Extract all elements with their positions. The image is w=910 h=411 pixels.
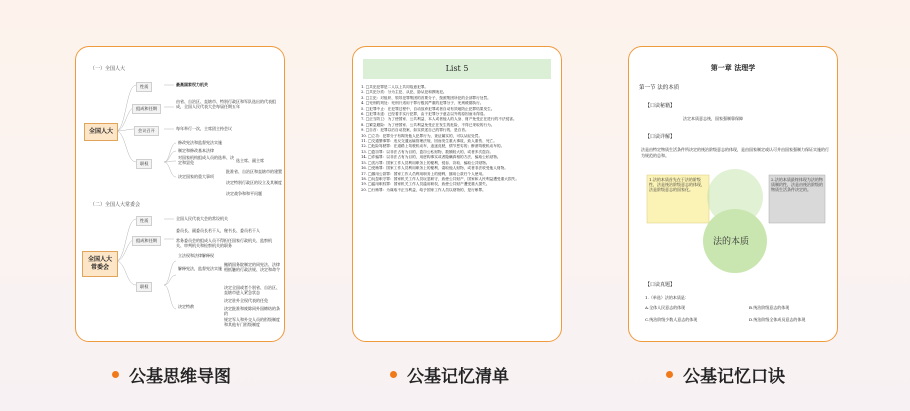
bullet-dot-icon xyxy=(112,371,119,378)
mindmap-leaf: 批准省、自治区和直辖市的建置 xyxy=(226,169,282,174)
list-title: List 5 xyxy=(363,59,551,79)
mindmap-leaf: 制定和修改基本法律 xyxy=(178,148,214,153)
mindmap-leaf: 由省、自治区、直辖市、特别行政区和军队选出的代表组成，全国人民代表大会每届任期五年 xyxy=(176,99,276,110)
memory-list-item-text: 7. □正当防卫：为了使国家、公共利益、本人或者他人的人身、财产免受正在进行的不法侵害。 xyxy=(361,117,517,122)
mindmap-branch: 性质 xyxy=(136,216,152,226)
memory-list-item-text: 16. □受贿罪：国家工作人员利用职务上的便利，索取他人财物，或者非法收受他人财物。 xyxy=(361,166,508,171)
caption-memory-list[interactable] xyxy=(390,362,509,387)
venn-left-text: 1.法的本质首先在于法的阶级性，法是统治阶级意志的体现，法是阶级意志的国家化。 xyxy=(649,177,705,193)
memory-list-item-text: 6. □犯罪未遂：已经着手实行犯罪，由于犯罪分子意志以外的原因而未得逞。 xyxy=(361,112,488,117)
memory-list-item-text: 4. □死刑的判处：死刑只适用于罪行极其严重的犯罪分子，死刑缓期执行。 xyxy=(361,101,484,106)
mindmap-leaf: 决定国家的重大事项 xyxy=(178,174,214,179)
bullet-dot-icon xyxy=(390,371,397,378)
mindmap-leaf: 委员长、副委员长若干人，秘书长、委员若干人 xyxy=(176,228,260,233)
memory-list-item-text: 10. □立功：犯罪分子有揭发他人犯罪行为，查证属实的，可以从轻处罚。 xyxy=(361,133,483,138)
memory-list-item-text: 13. □盗窃罪：以非法占有为目的，盗窃公私财物，数额较大的，或者多次盗窃。 xyxy=(361,149,494,154)
mindmap-leaf: 决定全国或者个别省、自治区、直辖市进入紧急状态 xyxy=(224,285,280,296)
mindmap-leaf: 全国人民代表大会的常设机关 xyxy=(176,216,228,221)
mnemonic-text: 法定本质意志统，国家强制靠保障 xyxy=(683,116,743,121)
venn-right-text: 2.法的本质最终体现为法的物质制约性，法是由统治阶级的物质生活条件决定的。 xyxy=(771,177,823,193)
option-c: C.统治阶级少数人意志的体现 xyxy=(645,317,698,322)
mindmap-leaf: 规定军人和外交人员的衔级制度和其他专门衔级制度 xyxy=(224,317,280,328)
bullet-dot-icon xyxy=(666,371,673,378)
mindmap-branch: 组成和任期 xyxy=(132,236,161,246)
mindmap-leaf: 决定批准和废除同外国缔结的条约 xyxy=(224,306,280,317)
section-title: 第一节 法的本质 xyxy=(639,85,680,91)
memory-list-item-text: 1. □共犯犯罪是二人以上共同故意犯罪。 xyxy=(361,85,429,89)
mindmap-leaf: 修改宪法和监督宪法实施 xyxy=(178,140,222,145)
mindmap-leaf: 撤销国务院制定的同宪法、法律相抵触的行政法规、决定和命令 xyxy=(224,262,280,273)
mindmap-branch: 职权 xyxy=(136,159,152,169)
memory-list-item-text: 3. □主犯：对组织、领导犯罪集团的首要分子，按照集团所犯的全部罪行处罚。 xyxy=(361,95,491,100)
caption-mindmap[interactable] xyxy=(112,362,231,387)
mindmap-section-title: （一）全国人大 xyxy=(90,66,126,72)
memory-list-item-text: 12. □危险驾驶罪：在道路上驾驶机动车，追逐竞驶，情节恶劣的；醉酒驾驶机动车的。 xyxy=(361,144,505,149)
caption-label: 公基记忆清单 xyxy=(407,367,509,387)
memory-list-card[interactable] xyxy=(352,46,562,342)
memory-list-item-text: 8. □紧急避险：为了使国家、公共利益免受正在发生的危险，不得已采取的行为。 xyxy=(361,122,495,127)
mindmap-branch: 性质 xyxy=(136,82,152,92)
exam-tag: 【口诀真题】 xyxy=(645,282,676,288)
mindmap-leaf: 每年举行一次，主席团主持会议 xyxy=(176,126,232,131)
mindmap-leaf: 选主席、副主席 xyxy=(236,158,264,163)
memory-list-item xyxy=(361,188,555,193)
caption-label: 公基记忆口诀 xyxy=(683,367,785,387)
mindmap-leaf: 解释宪法，监督宪法实施 xyxy=(178,266,222,271)
venn-center-label: 法的本质 xyxy=(713,237,750,247)
mnemonic-card[interactable] xyxy=(628,46,838,342)
memory-list xyxy=(361,85,555,193)
memory-list-item-text: 18. □玩忽职守罪：国家机关工作人员玩忽职守，致使公共财产、国家和人民利益遭受重大损失。 xyxy=(361,176,520,181)
caption-mnemonic[interactable] xyxy=(666,362,785,387)
mindmap-branch: 组成和任期 xyxy=(132,104,161,114)
option-d: D.统治阶级全体成员意志的体现 xyxy=(749,317,806,322)
memory-list-item-text: 19. □滥用职权罪：国家机关工作人员滥用职权，致使公共财产遭受重大损失。 xyxy=(361,182,490,187)
mnemonic-tag: 【口诀秘籍】 xyxy=(645,103,676,109)
memory-list-item-text: 11. □交通肇事罪：违反交通运输管理法规，因而发生重大事故，致人重伤、死亡。 xyxy=(361,139,497,144)
memory-list-item-text: 9. □自首：犯罪以后自动投案，如实供述自己的罪行的，是自首。 xyxy=(361,128,469,133)
option-a: A.全体人民意志的体现 xyxy=(645,305,686,310)
memory-list-item-text: 5. □犯罪中止：在犯罪过程中，自动放弃犯罪或者自动有效地防止犯罪结果发生。 xyxy=(361,106,495,111)
mindmap-leaf: 决定驻外全权代表的任免 xyxy=(224,298,268,303)
chapter-title: 第一章 法理学 xyxy=(710,63,756,72)
memory-list-item-text: 15. □贪污罪：国家工作人员利用职务上的便利，侵吞、窃取、骗取公共财物。 xyxy=(361,160,490,165)
memory-list-item-text: 20. □行贿罪：为谋取不正当利益，给予国家工作人员以财物的，是行贿罪。 xyxy=(361,187,486,192)
mindmap-leaf: 决定特别行政区的设立及其制度 xyxy=(226,180,282,185)
mindmap-leaf: 常务委员会的组成人员不得担任国家行政机关、监察机关、审判机关和检察机关的职务 xyxy=(176,238,272,249)
mindmap-leaf: 立法权和法律解释权 xyxy=(178,253,214,258)
mindmap-leaf: 决定战争和和平问题 xyxy=(226,191,262,196)
memory-list-item-text: 17. □挪用公款罪：国家工作人员利用职务上的便利，挪用公款归个人使用。 xyxy=(361,171,486,176)
mindmap-leaf: 最高国家权力机关 xyxy=(176,82,208,87)
question-text: 1.（单选）法的本质是： xyxy=(645,295,689,300)
explain-tag: 【口诀详解】 xyxy=(645,134,676,140)
mindmap-branch: 会议召开 xyxy=(134,126,159,136)
mindmap-card[interactable] xyxy=(75,46,285,342)
mindmap-branch: 职权 xyxy=(136,282,152,292)
memory-list-item-text: 2. □共犯分类：分为主犯、从犯、胁从犯和教唆犯。 xyxy=(361,90,447,95)
mindmap-root-node: 全国人大 xyxy=(84,123,118,141)
mindmap-root-node: 全国人大常委会 xyxy=(82,251,118,277)
memory-list-item-text: 14. □诈骗罪：以非法占有为目的，用虚构事实或者隐瞒真相的方法，骗取公私财物。 xyxy=(361,155,501,160)
explain-text: 法是由特定物质生活条件所决定的统治阶级意志的体现，是由国家制定或认可并由国家强制力保证实施的行为规范的总和。 xyxy=(641,147,829,158)
mindmap-section-title: （二）全国人大常委会 xyxy=(90,202,141,208)
caption-label: 公基思维导图 xyxy=(129,367,231,387)
mindmap-leaf: 对国家机构组成人员的选举、决定和罢免 xyxy=(178,155,234,166)
mindmap-leaf: 决定特赦 xyxy=(178,304,194,309)
option-b: B.统治阶级意志的体现 xyxy=(749,305,790,310)
